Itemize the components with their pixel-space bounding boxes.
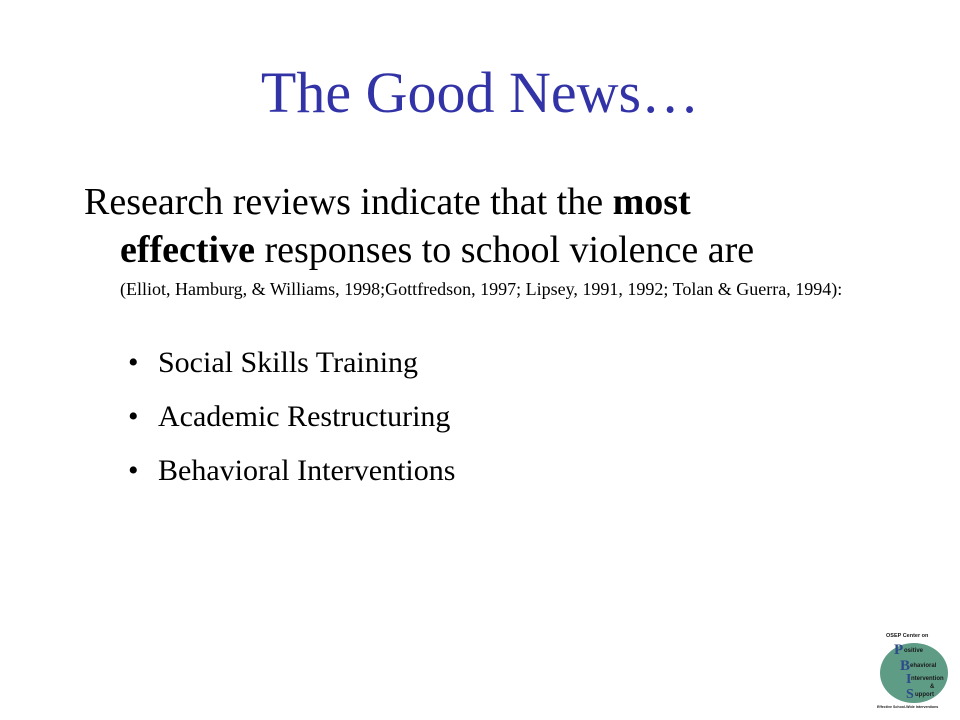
- bullet-text: Behavioral Interventions: [158, 454, 456, 487]
- bullet-dot: •: [128, 454, 139, 487]
- intro-bold-most: most: [612, 181, 691, 223]
- intro-paragraph: [84, 178, 874, 302]
- logo-ampersand: &: [930, 684, 935, 690]
- logo-letter-i: I: [906, 672, 912, 687]
- citation: (Elliot, Hamburg, & Williams, 1998;Gottfredson, 1997; Lipsey, 1991, 1992; Tolan & Guerra, 1994):: [120, 279, 843, 299]
- logo-letter-s: S: [906, 687, 914, 702]
- intro-line-2: [84, 226, 874, 274]
- logo-letter-b: B: [900, 658, 911, 674]
- pbis-logo: [872, 630, 954, 710]
- bullet-item: [128, 444, 455, 498]
- intro-bold-effective: effective: [120, 229, 255, 271]
- logo-word-behavioral: ehavioral: [910, 663, 937, 669]
- bullet-item: [128, 336, 455, 390]
- bullet-item: [128, 390, 455, 444]
- bullet-list: [128, 336, 455, 498]
- bullet-text: Social Skills Training: [158, 346, 419, 379]
- intro-text-2: responses to school violence are: [255, 229, 755, 271]
- intro-text-1: Research reviews indicate that the: [84, 181, 613, 223]
- logo-letter-p: P: [894, 642, 904, 658]
- logo-heading: OSEP Center on: [886, 633, 929, 639]
- bullet-dot: •: [128, 400, 139, 433]
- logo-word-positive: ositive: [904, 648, 924, 654]
- logo-word-intervention: ntervention: [911, 676, 944, 682]
- logo-word-support: upport: [915, 692, 934, 698]
- bullet-dot: •: [128, 346, 139, 379]
- logo-tagline: Effective School-Wide Interventions: [877, 705, 939, 709]
- slide-title: The Good News…: [260, 60, 700, 125]
- bullet-text: Academic Restructuring: [158, 400, 451, 433]
